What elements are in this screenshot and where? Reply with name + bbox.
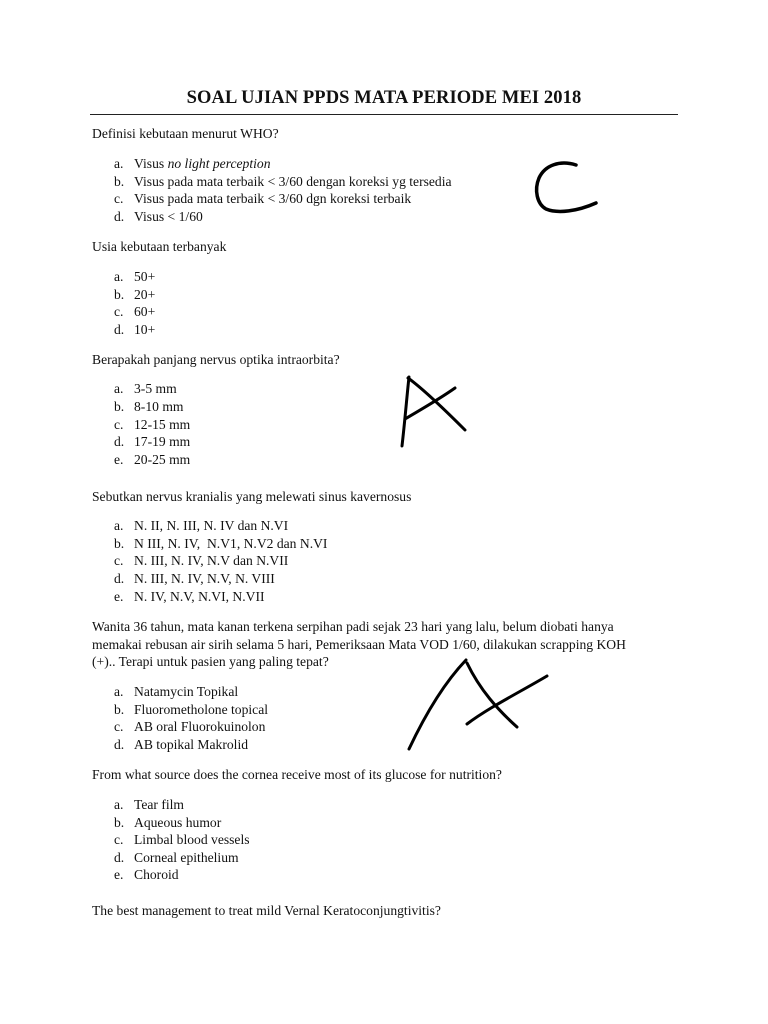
q5-option-b: b. Fluorometholone topical [114, 702, 269, 717]
q5-option-a: a. Natamycin Topikal [114, 684, 239, 699]
question-2: Usia kebutaan terbanyak [92, 239, 227, 254]
q3-option-b: b. 8-10 mm [114, 399, 184, 414]
q2-option-a: a. 50+ [114, 269, 156, 284]
q1-option-b: b. Visus pada mata terbaik < 3/60 dengan koreksi yg tersedia [114, 174, 452, 189]
question-1: Definisi kebutaan menurut WHO? [92, 126, 279, 141]
q2-option-d: d. 10+ [114, 322, 156, 337]
q4-option-b: b. N III, N. IV, N.V1, N.V2 dan N.VI [114, 536, 328, 551]
q6-option-e: e. Choroid [114, 867, 179, 882]
question-5-line-2: memakai rebusan air sirih selama 5 hari, Pemeriksaan Mata VOD 1/60, dilakukan scrapping KOH [92, 636, 626, 652]
q4-option-e: e. N. IV, N.V, N.VI, N.VII [114, 589, 265, 604]
q3-option-d: d. 17-19 mm [114, 434, 191, 449]
q2-option-c: c. 60+ [114, 304, 156, 319]
q3-option-c: c. 12-15 mm [114, 417, 191, 432]
q6-option-c: c. Limbal blood vessels [114, 832, 250, 847]
question-6: From what source does the cornea receive most of its glucose for nutrition? [92, 767, 502, 782]
question-3: Berapakah panjang nervus optika intraorbita? [92, 352, 340, 367]
question-5-line-3: (+).. Terapi untuk pasien yang paling tepat? [92, 654, 329, 669]
q4-option-a: a. N. II, N. III, N. IV dan N.VI [114, 518, 289, 533]
q6-option-b: b. Aqueous humor [114, 815, 222, 830]
q5-option-c: c. AB oral Fluorokuinolon [114, 719, 266, 734]
q5-option-d: d. AB topikal Makrolid [114, 737, 249, 752]
question-7: The best management to treat mild Vernal Keratoconjungtivitis? [92, 903, 441, 918]
q2-option-b: b. 20+ [114, 287, 156, 302]
q6-option-d: d. Corneal epithelium [114, 850, 239, 865]
question-4: Sebutkan nervus kranialis yang melewati sinus kavernosus [92, 489, 412, 504]
q4-option-c: c. N. III, N. IV, N.V dan N.VII [114, 553, 289, 568]
handwritten-a-mark-q5 [409, 660, 547, 749]
q6-option-a: a. Tear film [114, 797, 185, 812]
handwritten-c-mark [537, 163, 596, 211]
handwritten-a-mark-q3 [402, 377, 465, 446]
q3-option-a: a. 3-5 mm [114, 381, 177, 396]
q1-option-c: c. Visus pada mata terbaik < 3/60 dgn koreksi terbaik [114, 191, 412, 206]
q1-option-a: a. Visus no light perception [114, 156, 271, 171]
page-title: SOAL UJIAN PPDS MATA PERIODE MEI 2018 [186, 88, 582, 108]
q3-option-e: e. 20-25 mm [114, 452, 191, 467]
q1-option-d: d. Visus < 1/60 [114, 209, 203, 224]
question-5-line-1: Wanita 36 tahun, mata kanan terkena serpihan padi sejak 23 hari yang lalu, belum diobati hanya [92, 619, 614, 634]
q4-option-d: d. N. III, N. IV, N.V, N. VIII [114, 571, 275, 586]
